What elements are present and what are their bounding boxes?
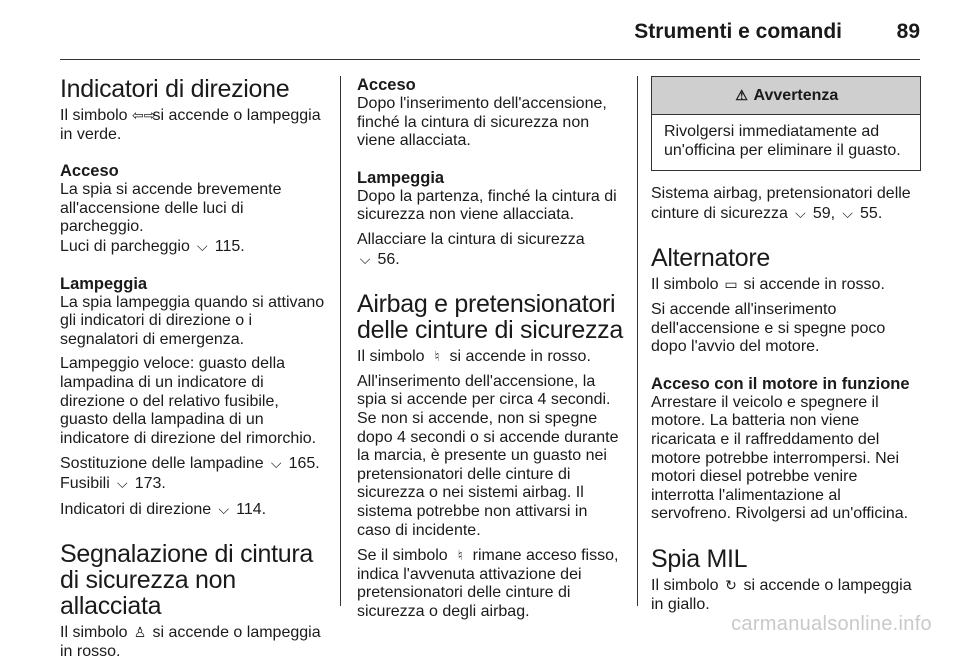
column-right	[651, 76, 921, 620]
battery-icon: ▭	[724, 276, 738, 293]
page-ref[interactable]: 59,	[812, 204, 836, 222]
paragraph: Sistema airbag, pretensionatori delle cinture di sicurezza ⌵ 59, ⌵ 55.	[651, 185, 911, 222]
turn-signal-icon: ⇦⇨	[132, 107, 156, 123]
paragraph: Se il simbolo ♮ rimane acceso fisso, indica l'avvenuta attivazione dei pretensionatori delle cinture di sicurezza o degli airbag.	[357, 547, 619, 620]
paragraph: Il simbolo ⇦⇨ si accende o lampeggia in verde.	[60, 107, 321, 143]
page-ref[interactable]: 56.	[377, 250, 400, 268]
heading-spia-mil: Spia MIL	[651, 544, 748, 573]
paragraph: Arrestare il veicolo e spegnere il motore. La batteria non viene ricaricata e il raffreddamento del motore potrebbe interrompersi. Nei motori diesel potrebbe venire interrotta l'alimentazione al servofreno. Rivolgersi ad un'officina.	[651, 393, 909, 523]
column-middle	[357, 76, 623, 627]
paragraph: Il simbolo ♮ si accende in rosso.	[357, 348, 591, 366]
warning-box	[651, 76, 921, 171]
heading-indicatori: Indicatori di direzione	[60, 75, 290, 103]
engine-icon: ↻	[725, 576, 737, 593]
page-ref-icon: ⌵	[842, 204, 853, 221]
paragraph: Indicatori di direzione ⌵ 114.	[60, 500, 267, 518]
subheading-acceso: Acceso	[357, 76, 416, 94]
paragraph: All'inserimento dell'accensione, la spia si accende per circa 4 secondi. Se non si accende, non si spegne dopo 4 secondi o si accende durante la marcia, è presente un guasto nei pretensionatori delle cinture di sicurezza o nei sistemi airbag. Il sistema potrebbe non attivarsi in caso di incidente.	[357, 372, 619, 539]
paragraph: Il simbolo ♙ si accende o lampeggia in rosso.	[60, 624, 321, 660]
column-left	[60, 76, 326, 667]
seatbelt-icon: ♙	[133, 624, 147, 641]
subheading-lampeggia: Lampeggia	[60, 274, 148, 293]
page-ref[interactable]: 114.	[236, 500, 267, 518]
page-ref-icon: ⌵	[197, 237, 208, 254]
warning-header	[652, 77, 920, 115]
page-ref[interactable]: 115.	[214, 237, 245, 255]
heading-alternatore: Alternatore	[651, 244, 770, 273]
paragraph: La spia si accende brevemente all'accensione delle luci di parcheggio. Luci di parcheggio ⌵ 115.	[60, 181, 282, 255]
heading-cintura: Segnalazione di cintura di sicurezza non allacciata	[60, 540, 314, 621]
heading-airbag: Airbag e pretensionatori delle cinture di sicurezza	[357, 290, 623, 345]
column-divider	[340, 76, 341, 606]
paragraph: Si accende all'inserimento dell'accensione e si spegne poco dopo l'avvio del motore.	[651, 300, 886, 356]
paragraph: Allacciare la cintura di sicurezza ⌵ 56.	[357, 230, 585, 268]
page-ref-icon: ⌵	[218, 500, 229, 517]
section-title: Strumenti e comandi	[634, 20, 842, 43]
page-number: 89	[896, 20, 920, 43]
paragraph: La spia lampeggia quando si attivano gli indicatori di direzione o i segnalatori di emergenza.	[60, 293, 325, 348]
page-ref-icon: ⌵	[270, 455, 282, 472]
page-ref-icon: ⌵	[795, 204, 806, 221]
header-rule	[60, 59, 920, 60]
airbag-icon: ♮	[457, 547, 463, 564]
subheading-lampeggia: Lampeggia	[357, 168, 445, 187]
warning-text: Rivolgersi immediatamente ad un'officina per eliminare il guasto.	[664, 123, 901, 159]
paragraph: Il simbolo ▭ si accende in rosso.	[651, 276, 885, 294]
page-ref[interactable]: 173.	[134, 474, 166, 492]
page-ref[interactable]: 165.	[288, 455, 320, 473]
page-ref[interactable]: 55.	[860, 204, 883, 222]
warning-title: Avvertenza	[753, 87, 839, 104]
paragraph: Dopo l'inserimento dell'accensione, finché la cintura di sicurezza non viene allacciata.	[357, 95, 607, 150]
airbag-icon: ♮	[434, 348, 440, 365]
page-ref-icon: ⌵	[359, 250, 371, 267]
column-divider	[637, 76, 638, 606]
page-ref-icon: ⌵	[116, 474, 128, 491]
paragraph: Il simbolo ↻ si accende o lampeggia in giallo.	[651, 576, 912, 613]
subheading-acceso: Acceso	[60, 162, 119, 181]
watermark: carmanualsonline.info	[731, 613, 932, 635]
paragraph: Dopo la partenza, finché la cintura di sicurezza non viene allacciata.	[357, 187, 617, 224]
page-header	[0, 0, 960, 60]
paragraph: Sostituzione delle lampadine ⌵ 165. Fusibili ⌵ 173.	[60, 455, 320, 492]
warning-icon: ⚠	[735, 87, 748, 103]
paragraph: Lampeggio veloce: guasto della lampadina di un indicatore di direzione o del relativo fusibile, guasto della lampadina di un indicatore di direzione del rimorchio.	[60, 355, 317, 447]
subheading-acceso-motore: Acceso con il motore in funzione	[651, 374, 910, 393]
